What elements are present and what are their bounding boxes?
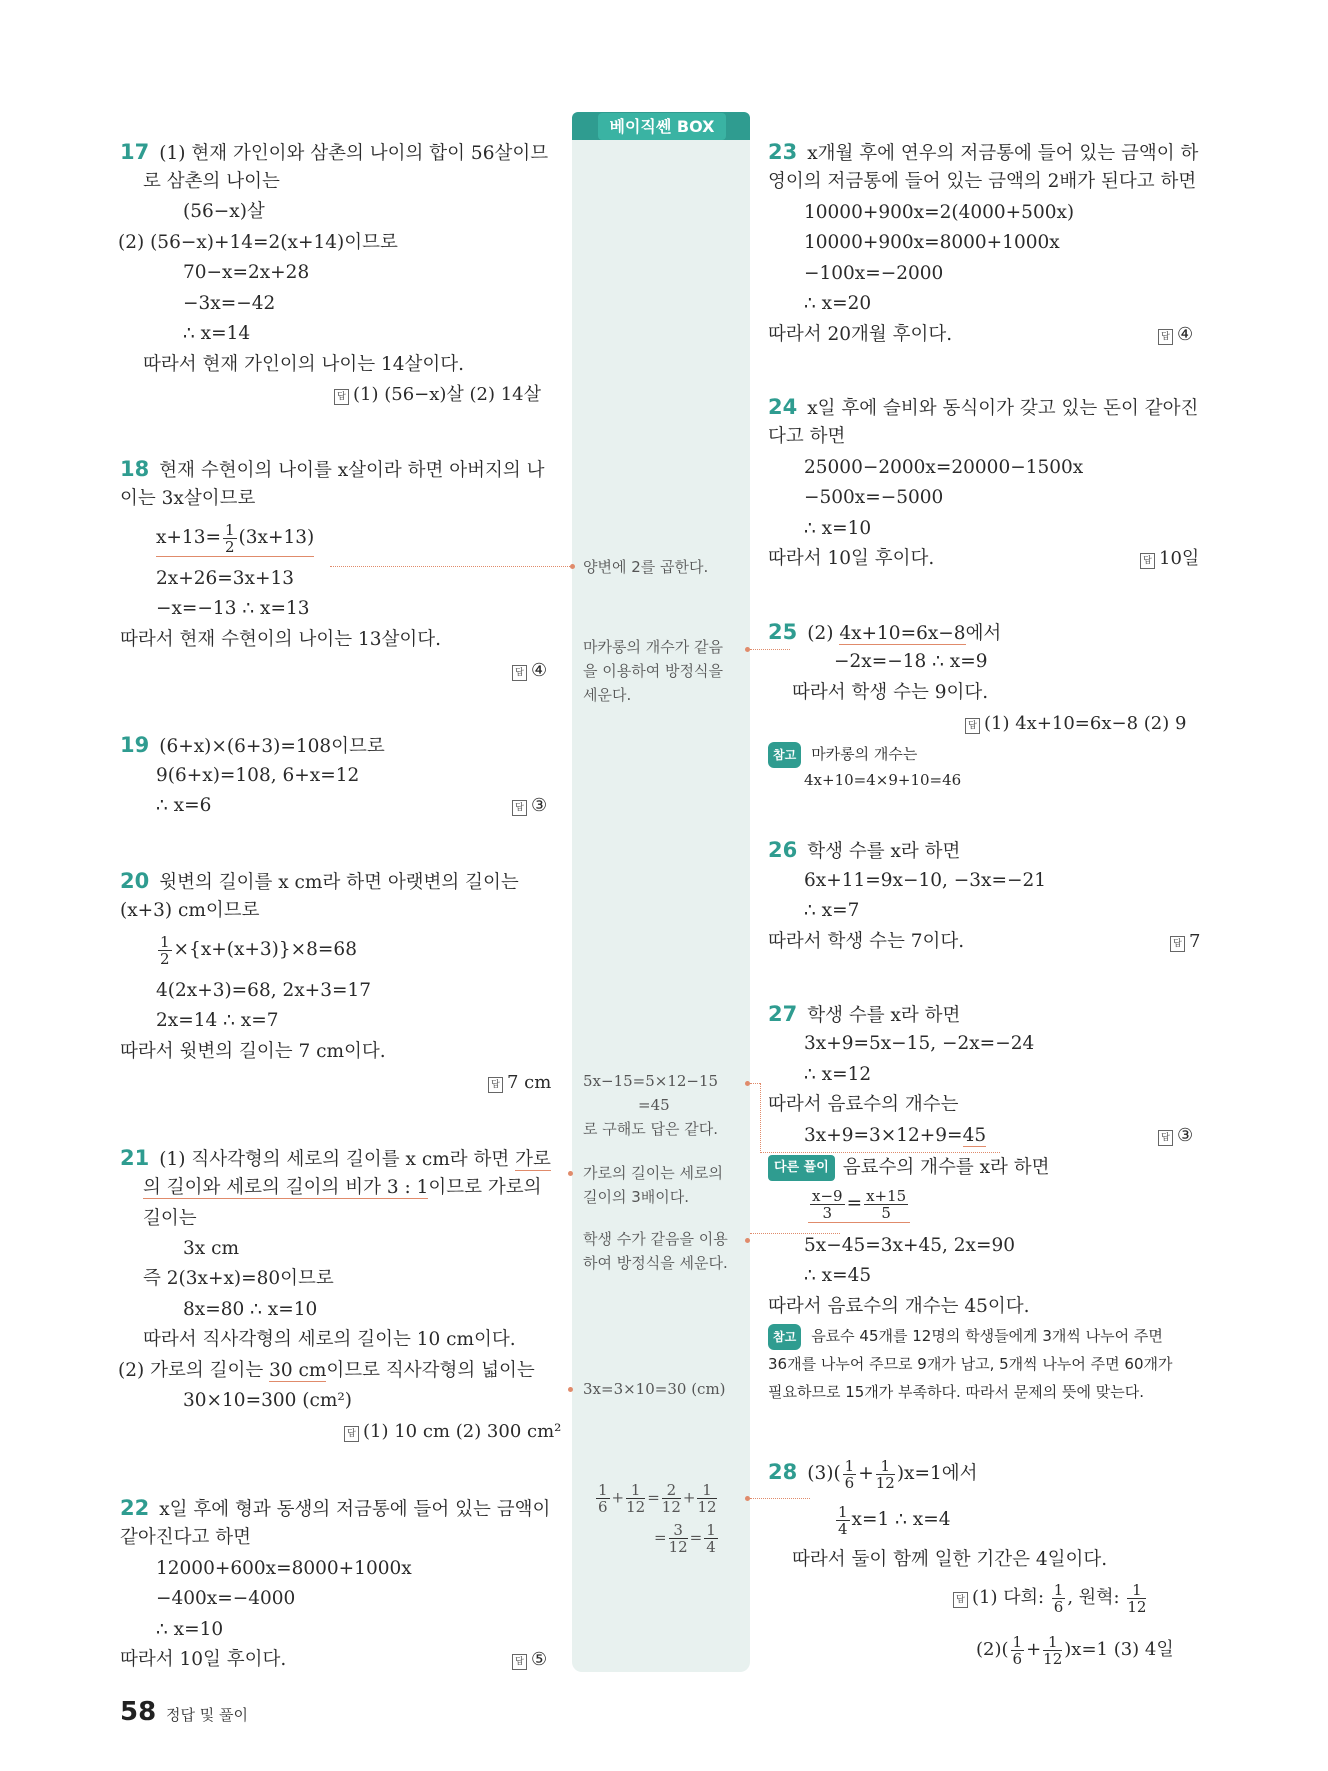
q21-line8: (2) 가로의 길이는 30 cm이므로 직사각형의 넓이는 xyxy=(118,1360,535,1381)
q27-line5: 3x+9=3×12+9=45 xyxy=(804,1125,987,1146)
q23-line4: 10000+900x=8000+1000x xyxy=(804,232,1060,253)
note2-line3: 세운다. xyxy=(583,686,632,704)
note4-line2: 길이의 3배이다. xyxy=(583,1188,690,1206)
q21-line9: 30×10=300 (cm²) xyxy=(183,1390,353,1411)
note5-dot xyxy=(745,1238,750,1243)
note2-line1: 마카롱의 개수가 같음 xyxy=(583,638,723,656)
q22-line5: ∴ x=10 xyxy=(156,1619,224,1640)
q25-ref2: 4x+10=4×9+10=46 xyxy=(804,771,962,789)
q21-line5: 즉 2(3x+x)=80이므로 xyxy=(143,1268,334,1289)
q20-line6: 따라서 윗변의 길이는 7 cm이다. xyxy=(120,1041,386,1062)
q26-line2: 6x+11=9x−10, −3x=−21 xyxy=(804,870,1046,891)
q22-answer: 답 ⑤ xyxy=(512,1648,547,1672)
q24-line6: 따라서 10일 후이다. xyxy=(768,548,935,569)
q20-line1: 20 윗변의 길이를 x cm라 하면 아랫변의 길이는 xyxy=(120,869,519,893)
q27-alt4: ∴ x=45 xyxy=(804,1265,872,1286)
q26-line3: ∴ x=7 xyxy=(804,900,860,921)
q17-number: 17 xyxy=(120,140,150,164)
q17-line1: 17 (1) 현재 가인이와 삼촌의 나이의 합이 56살이므 xyxy=(120,140,549,164)
note6-dot xyxy=(568,1387,573,1392)
q19-line3: ∴ x=6 xyxy=(156,795,212,816)
q18-line1: 18 현재 수현이의 나이를 x살이라 하면 아버지의 나 xyxy=(120,457,545,481)
ref-tag: 참고 xyxy=(768,742,801,768)
q17-line8: 따라서 현재 가인이의 나이는 14살이다. xyxy=(143,354,465,375)
q21-line6: 8x=80 ∴ x=10 xyxy=(183,1299,318,1320)
q18-line2: 이는 3x살이므로 xyxy=(120,488,256,509)
q20-line3: $\frac{1}{2}$ ×{x+(x+3)}×8=68 xyxy=(160,932,357,968)
q23-line1: 23 x개월 후에 연우의 저금통에 들어 있는 금액이 하 xyxy=(768,140,1199,164)
q28-answer1: 답 (1) 다희: $\frac{1}{6}$ , 원혁: $\frac{1}{12}$ xyxy=(953,1578,1148,1618)
q18-answer: 답 ④ xyxy=(512,659,547,683)
note1: 양변에 2를 곱한다. xyxy=(583,558,709,576)
note3-line1: 5x−15=5×12−15 xyxy=(583,1072,719,1090)
q28-answer2: (2)( $\frac{1}{6}$ + $\frac{1}{12}$ )x=1 (3) 4일 xyxy=(976,1632,1174,1668)
page-number: 58 xyxy=(120,1697,157,1727)
q17-line3: (56−x)살 xyxy=(183,201,265,222)
sidebar-box xyxy=(572,116,750,1672)
page-footer-label: 정답 및 풀이 xyxy=(166,1706,248,1724)
q23-line5: −100x=−2000 xyxy=(804,263,944,284)
q17-line5: 70−x=2x+28 xyxy=(183,262,310,283)
q17-line6: −3x=−42 xyxy=(183,293,276,314)
q27-ref3: 필요하므로 15개가 부족하다. 따라서 문제의 뜻에 맞는다. xyxy=(768,1383,1145,1401)
q18-line3: x+13= $\frac{1}{2}$ (3x+13) xyxy=(156,520,315,556)
q25-ref: 참고 마카롱의 개수는 xyxy=(768,742,917,768)
q24-line4: −500x=−5000 xyxy=(804,487,944,508)
q26-line1: 26 학생 수를 x라 하면 xyxy=(768,838,961,862)
q21-line1: 21 (1) 직사각형의 세로의 길이를 x cm라 하면 가로 xyxy=(120,1146,551,1170)
q21-line3: 길이는 xyxy=(143,1208,197,1229)
q20-line5: 2x=14 ∴ x=7 xyxy=(156,1010,279,1031)
note4-line1: 가로의 길이는 세로의 xyxy=(583,1164,723,1182)
note7-line1: $\frac{1}{6}$ + $\frac{1}{12}$ = $\frac{2}{12}$ + $\frac{1}{12}$ xyxy=(598,1481,717,1516)
note3-connector xyxy=(750,1083,760,1084)
q27-line3: ∴ x=12 xyxy=(804,1064,872,1085)
note7-line2: = $\frac{3}{12}$ = $\frac{1}{4}$ xyxy=(654,1521,716,1556)
q17-line4: (2) (56−x)+14=2(x+14)이므로 xyxy=(118,232,398,253)
note1-dot xyxy=(570,564,575,569)
q17-line7: ∴ x=14 xyxy=(183,323,251,344)
q20-answer: 답 7 cm xyxy=(488,1071,551,1095)
q27-line2: 3x+9=5x−15, −2x=−24 xyxy=(804,1033,1035,1054)
q23-answer: 답 ④ xyxy=(1158,323,1193,347)
q21-line2: 의 길이와 세로의 길이의 비가 3 : 1이므로 가로의 xyxy=(143,1177,542,1198)
q25-line2: −2x=−18 ∴ x=9 xyxy=(834,651,988,672)
note3-line2: =45 xyxy=(638,1096,670,1114)
note2-connector xyxy=(750,649,790,650)
q28-line2: $\frac{1}{4}$ x=1 ∴ x=4 xyxy=(838,1502,951,1538)
q27-answer: 답 ③ xyxy=(1158,1124,1193,1148)
q27-line1: 27 학생 수를 x라 하면 xyxy=(768,1002,961,1026)
note5-line2: 하여 방정식을 세운다. xyxy=(583,1254,728,1272)
q22-line4: −400x=−4000 xyxy=(156,1588,296,1609)
q23-line6: ∴ x=20 xyxy=(804,293,872,314)
q27-alt1: 다른 풀이 음료수의 개수를 x라 하면 xyxy=(768,1155,1050,1181)
q28-line3: 따라서 둘이 함께 일한 기간은 4일이다. xyxy=(792,1549,1108,1570)
q26-answer: 답 7 xyxy=(1170,930,1200,954)
note5-line1: 학생 수가 같음을 이용 xyxy=(583,1230,728,1248)
q22-line1: 22 x일 후에 형과 동생의 저금통에 들어 있는 금액이 xyxy=(120,1496,551,1520)
note6: 3x=3×10=30 (cm) xyxy=(583,1380,726,1398)
q24-line1: 24 x일 후에 슬비와 동식이가 갖고 있는 돈이 같아진 xyxy=(768,395,1199,419)
q19-line1: 19 (6+x)×(6+3)=108이므로 xyxy=(120,733,385,757)
q19-answer: 답 ③ xyxy=(512,794,547,818)
note7-connector xyxy=(750,1498,810,1499)
q24-line2: 다고 하면 xyxy=(768,426,846,447)
q17-line2: 로 삼촌의 나이는 xyxy=(143,171,280,192)
q24-line5: ∴ x=10 xyxy=(804,518,872,539)
q21-line7: 따라서 직사각형의 세로의 길이는 10 cm이다. xyxy=(143,1329,516,1350)
q24-answer: 답 10일 xyxy=(1140,547,1199,571)
q20-line4: 4(2x+3)=68, 2x+3=17 xyxy=(156,980,371,1001)
q20-line2: (x+3) cm이므로 xyxy=(120,900,260,921)
q23-line3: 10000+900x=2(4000+500x) xyxy=(804,202,1075,223)
note3-connector-v xyxy=(760,1083,761,1153)
q26-line4: 따라서 학생 수는 7이다. xyxy=(768,931,965,952)
q21-line4: 3x cm xyxy=(183,1238,239,1259)
q27-ref1: 참고 음료수 45개를 12명의 학생들에게 3개씩 나누어 주면 xyxy=(768,1324,1163,1350)
q27-alt3: 5x−45=3x+45, 2x=90 xyxy=(804,1235,1015,1256)
note2-line2: 을 이용하여 방정식을 xyxy=(583,662,723,680)
note1-connector xyxy=(330,566,570,567)
q25-line1: 25 (2) 4x+10=6x−8에서 xyxy=(768,620,1002,644)
q23-line7: 따라서 20개월 후이다. xyxy=(768,324,953,345)
q28-line1: 28 (3)( $\frac{1}{6}$ + $\frac{1}{12}$ )x=1에서 xyxy=(768,1456,978,1492)
q19-line2: 9(6+x)=108, 6+x=12 xyxy=(156,765,360,786)
q22-line3: 12000+600x=8000+1000x xyxy=(156,1558,412,1579)
q25-line3: 따라서 학생 수는 9이다. xyxy=(792,682,989,703)
q25-answer: 답 (1) 4x+10=6x−8 (2) 9 xyxy=(965,712,1186,736)
q21-answer: 답 (1) 10 cm (2) 300 cm² xyxy=(344,1420,561,1444)
note3-line3: 로 구해도 답은 같다. xyxy=(583,1120,718,1138)
q27-line4: 따라서 음료수의 개수는 xyxy=(768,1094,959,1115)
alt-solution-tag: 다른 풀이 xyxy=(768,1155,835,1181)
q27-alt5: 따라서 음료수의 개수는 45이다. xyxy=(768,1296,1030,1317)
answer-mark-icon: 답 xyxy=(334,389,349,405)
q27-alt2: $\frac{x-9}{3}$ = $\frac{x+15}{5}$ xyxy=(808,1186,910,1223)
q27-ref2: 36개를 나누어 주므로 9개가 남고, 5개씩 나누어 주면 60개가 xyxy=(768,1355,1173,1373)
q18-line5: −x=−13 ∴ x=13 xyxy=(156,598,310,619)
q17-answer: 답 (1) (56−x)살 (2) 14살 xyxy=(334,383,541,407)
note3-connector-h xyxy=(760,1152,1000,1153)
q22-line2: 같아진다고 하면 xyxy=(120,1527,251,1548)
q24-line3: 25000−2000x=20000−1500x xyxy=(804,457,1084,478)
sidebar-title: 베이직쎈 BOX xyxy=(598,113,726,140)
q23-line2: 영이의 저금통에 들어 있는 금액의 2배가 된다고 하면 xyxy=(768,171,1197,192)
q18-line4: 2x+26=3x+13 xyxy=(156,568,294,589)
q18-line6: 따라서 현재 수현이의 나이는 13살이다. xyxy=(120,629,442,650)
note4-dot xyxy=(568,1171,573,1176)
q22-line6: 따라서 10일 후이다. xyxy=(120,1649,287,1670)
